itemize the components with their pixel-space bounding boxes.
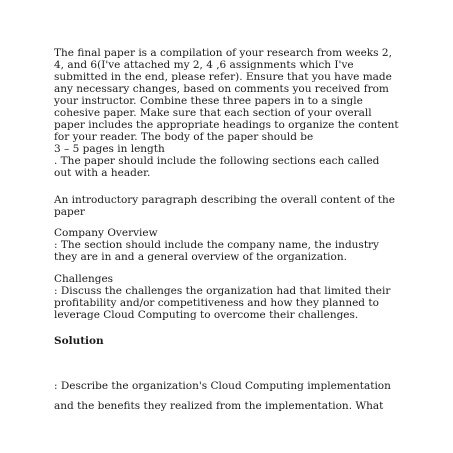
intro-line: your instructor. Combine these three papers in to a single <box>54 95 363 107</box>
solution-heading: Solution <box>54 335 104 347</box>
intro-line: submitted in the end, please refer). Ensure that you have made <box>54 71 392 83</box>
intro-line: paper includes the appropriate headings to organize the content <box>54 119 399 131</box>
challenges-heading: Challenges <box>54 273 114 285</box>
company-overview-line: : The section should include the company name, the industry <box>54 239 379 251</box>
challenges-line: leverage Cloud Computing to overcome their challenges. <box>54 309 359 321</box>
intro-line: The final paper is a compilation of your research from weeks 2, <box>54 47 392 59</box>
intro-line: any necessary changes, based on comments you received from <box>54 83 389 95</box>
intro-line: for your reader. The body of the paper should be <box>54 131 314 143</box>
company-overview-heading: Company Overview <box>54 227 158 239</box>
challenges-line: profitability and/or competitiveness and how they planned to <box>54 297 379 309</box>
company-overview-line: they are in and a general overview of the organization. <box>54 251 347 263</box>
introductory-section-line: paper <box>54 206 85 218</box>
intro-line: 3 – 5 pages in length <box>54 143 165 155</box>
intro-line: cohesive paper. Make sure that each section of your overall <box>54 107 372 119</box>
intro-line: . The paper should include the following sections each called <box>54 155 380 167</box>
challenges-line: : Discuss the challenges the organization had that limited their <box>54 285 391 297</box>
intro-line: 4, and 6(I've attached my 2, 4 ,6 assignments which I've <box>54 59 354 71</box>
solution-line: : Describe the organization's Cloud Computing implementation <box>54 380 391 392</box>
intro-line: out with a header. <box>54 167 151 179</box>
solution-line: and the benefits they realized from the implementation. What <box>54 400 384 412</box>
introductory-section-line: An introductory paragraph describing the overall content of the <box>54 194 395 206</box>
